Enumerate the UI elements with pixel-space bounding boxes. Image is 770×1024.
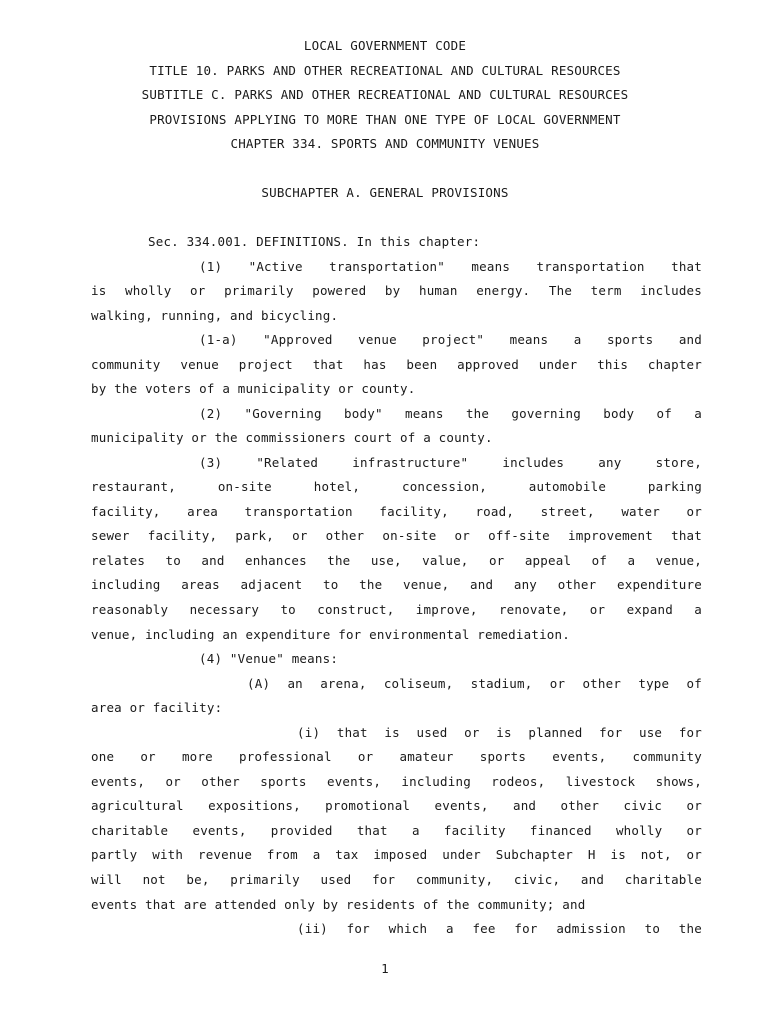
text-line	[199, 259, 702, 274]
section-heading: Sec. 334.001. DEFINITIONS. In this chapter:	[148, 234, 481, 249]
text-line: walking, running, and bicycling.	[91, 308, 339, 323]
text-line-content: relates to and enhances the use, value, or appeal of a venue,	[91, 553, 702, 568]
text-line-content: facility, area transportation facility, road, street, water or	[91, 504, 702, 519]
text-line-content: events, or other sports events, including rodeos, livestock shows,	[91, 774, 702, 789]
text-line	[199, 406, 702, 421]
text-line	[91, 749, 702, 764]
text-line	[91, 798, 702, 813]
text-line-content: including areas adjacent to the venue, and any other expenditure	[91, 577, 702, 592]
text-line-content: reasonably necessary to construct, improve, renovate, or expand a	[91, 602, 702, 617]
title-heading: TITLE 10. PARKS AND OTHER RECREATIONAL AND CULTURAL RESOURCES	[149, 63, 621, 78]
text-line	[91, 823, 702, 838]
text-line-content: (i) that is used or is planned for use for	[297, 725, 702, 740]
text-line: by the voters of a municipality or county.	[91, 381, 416, 396]
text-line	[91, 553, 702, 568]
text-line	[297, 921, 702, 936]
provisions-heading: PROVISIONS APPLYING TO MORE THAN ONE TYPE OF LOCAL GOVERNMENT	[149, 112, 621, 127]
text-line-content: one or more professional or amateur sports events, community	[91, 749, 702, 764]
text-line-content: is wholly or primarily powered by human energy. The term includes	[91, 283, 702, 298]
text-line	[91, 602, 702, 617]
text-line-content: will not be, primarily used for community, civic, and charitable	[91, 872, 702, 887]
text-line	[91, 283, 702, 298]
page-number: 1	[381, 961, 389, 976]
chapter-heading: CHAPTER 334. SPORTS AND COMMUNITY VENUES	[230, 136, 540, 151]
subtitle-heading: SUBTITLE C. PARKS AND OTHER RECREATIONAL AND CULTURAL RESOURCES	[141, 87, 629, 102]
text-line	[91, 504, 702, 519]
text-line	[91, 774, 702, 789]
text-line	[199, 455, 702, 470]
text-line: (4) "Venue" means:	[199, 651, 339, 666]
text-line-content: (ii) for which a fee for admission to the	[297, 921, 702, 936]
text-line	[297, 725, 702, 740]
text-line	[91, 357, 702, 372]
text-line	[91, 577, 702, 592]
text-line	[247, 676, 702, 691]
text-line-content: agricultural expositions, promotional events, and other civic or	[91, 798, 702, 813]
text-line-content: (A) an arena, coliseum, stadium, or other type of	[247, 676, 702, 691]
text-line	[199, 332, 702, 347]
text-line-content: sewer facility, park, or other on-site or off-site improvement that	[91, 528, 702, 543]
text-line-content: restaurant, on-site hotel, concession, automobile parking	[91, 479, 702, 494]
text-line-content: community venue project that has been approved under this chapter	[91, 357, 702, 372]
text-line-content: (2) "Governing body" means the governing body of a	[199, 406, 702, 421]
code-heading: LOCAL GOVERNMENT CODE	[303, 38, 467, 53]
text-line-content: (1) "Active transportation" means transportation that	[199, 259, 702, 274]
text-line-content: (1-a) "Approved venue project" means a sports and	[199, 332, 702, 347]
text-line	[91, 847, 702, 862]
text-line-content: partly with revenue from a tax imposed under Subchapter H is not, or	[91, 847, 702, 862]
text-line	[91, 479, 702, 494]
text-line	[91, 872, 702, 887]
text-line-content: charitable events, provided that a facility financed wholly or	[91, 823, 702, 838]
subchapter-heading: SUBCHAPTER A. GENERAL PROVISIONS	[261, 185, 509, 200]
text-line: area or facility:	[91, 700, 223, 715]
text-line: events that are attended only by residents of the community; and	[91, 897, 586, 912]
text-line: venue, including an expenditure for environmental remediation.	[91, 627, 570, 642]
text-line-content: (3) "Related infrastructure" includes any store,	[199, 455, 702, 470]
text-line	[91, 528, 702, 543]
text-line: municipality or the commissioners court of a county.	[91, 430, 493, 445]
